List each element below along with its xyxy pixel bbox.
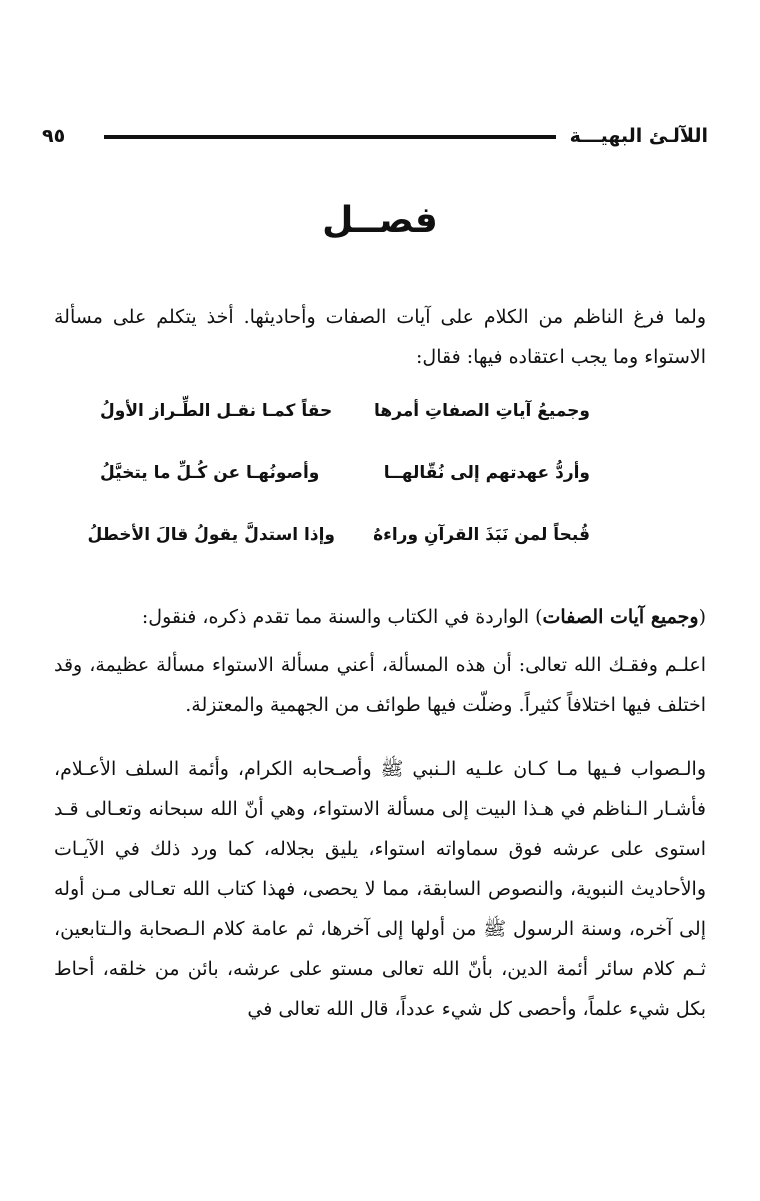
verse-first-hemistich: وأردُّ عهدتهم إلى نُقّالهــا — [383, 463, 590, 483]
running-header-title: اللآلـئ البهيـــة — [569, 125, 708, 147]
verse-second-hemistich: وأصونُهـا عن كُـلِّ ما يتخيَّلُ — [100, 463, 320, 483]
poem — [87, 380, 590, 566]
verse-first-hemistich: وجميعُ آياتِ الصفاتِ أمرها — [374, 401, 590, 421]
intro-paragraph: ولما فرغ الناظم من الكلام على آيات الصفات وأحاديثها. أخذ يتكلم على مسألة الاستواء وما يجب اعتقاده فيها: فقال: — [54, 306, 706, 368]
poem-verse — [100, 380, 590, 442]
verse-first-hemistich: قُبحاً لمن نَبَذَ القرآنِ وراءهُ — [373, 525, 590, 545]
poem-verse — [87, 504, 590, 566]
section-title: فصــل — [322, 200, 438, 241]
explanation-paragraph — [54, 597, 706, 637]
paragraph-istiwa-issue: اعلـم وفقـك الله تعالى: أن هذه المسألة، أعني مسألة الاستواء مسألة عظيمة، وقد اختلف فيها اختلافاً كثيراً. وضلّت فيها طوائف من الجهمية والمعتزلة. — [54, 654, 706, 716]
explanation-rest: ) الواردة في الكتاب والسنة مما تقدم ذكره، فنقول: — [141, 606, 543, 628]
verse-second-hemistich: وإذا استدلَّ يقولُ قالَ الأخطلُ — [87, 525, 335, 545]
poem-verse — [100, 442, 590, 504]
verse-second-hemistich: حقاً كمـا نقـل الطِّـراز الأولُ — [100, 401, 333, 421]
running-header — [42, 122, 708, 152]
header-rule — [104, 135, 556, 139]
explanation-open-paren: ( — [698, 606, 706, 628]
page-number: ٩٥ — [42, 125, 66, 147]
explanation-quoted-text: وجميع آيات الصفات — [542, 606, 699, 628]
paragraph-correct-view: والـصواب فـيها مـا كـان علـيه الـنبي ﷺ وأصـحابه الكرام، وأئمة السلف الأعـلام، فأشـار الـناظم في هـذا البيت إلى مسألة الاستواء، وهي أنّ الله سبحانه وتعـالى قـد استوى على عرشه فوق سماواته استواء، يليق بجلاله، كما ورد ذلك في الآيـات والأحاديث النبوية، والنصوص السابقة، مما لا يحصى، فهذا كتاب الله تعـالى مـن أوله إلى آخره، وسنة الرسول ﷺ من أولها إلى آخرها، ثم عامة كلام الـصحابة والـتابعين، ثـم كلام سائر أئمة الدين، بأنّ الله تعالى مستو على عرشه، بائن من خلقه، أحاط بكل شيء علماً، وأحصى كل شيء عدداً، قال الله تعالى في — [54, 758, 706, 1020]
